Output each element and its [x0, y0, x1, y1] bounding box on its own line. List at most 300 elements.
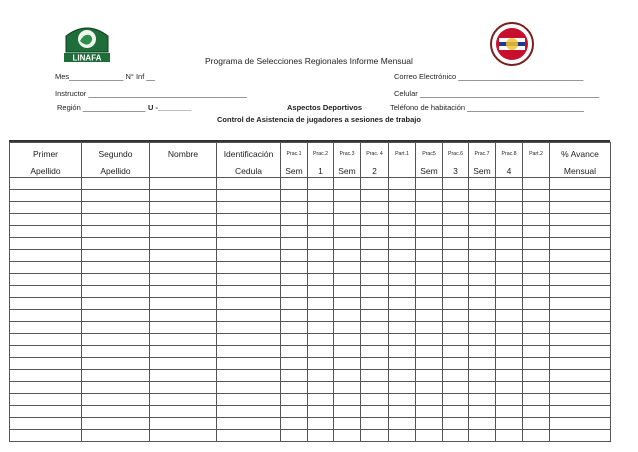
table-cell[interactable]	[496, 406, 523, 418]
table-cell[interactable]	[217, 262, 281, 274]
table-cell[interactable]	[334, 214, 361, 226]
table-cell[interactable]	[523, 190, 550, 202]
table-cell[interactable]	[308, 226, 334, 238]
table-cell[interactable]	[550, 322, 611, 334]
table-cell[interactable]	[443, 202, 469, 214]
table-cell[interactable]	[361, 370, 389, 382]
table-cell[interactable]	[361, 322, 389, 334]
table-cell[interactable]	[82, 286, 150, 298]
table-cell[interactable]	[416, 394, 443, 406]
table-cell[interactable]	[469, 178, 496, 190]
table-cell[interactable]	[217, 394, 281, 406]
table-cell[interactable]	[334, 190, 361, 202]
table-cell[interactable]	[150, 310, 217, 322]
table-cell[interactable]	[82, 274, 150, 286]
table-cell[interactable]	[361, 226, 389, 238]
table-cell[interactable]	[469, 226, 496, 238]
table-cell[interactable]	[416, 322, 443, 334]
table-cell[interactable]	[469, 334, 496, 346]
table-cell[interactable]	[443, 262, 469, 274]
table-cell[interactable]	[389, 250, 416, 262]
table-cell[interactable]	[281, 406, 308, 418]
table-cell[interactable]	[523, 310, 550, 322]
table-cell[interactable]	[10, 286, 82, 298]
table-cell[interactable]	[308, 202, 334, 214]
table-cell[interactable]	[308, 394, 334, 406]
table-cell[interactable]	[496, 370, 523, 382]
table-cell[interactable]	[496, 214, 523, 226]
table-cell[interactable]	[361, 406, 389, 418]
table-cell[interactable]	[217, 322, 281, 334]
table-cell[interactable]	[308, 286, 334, 298]
table-cell[interactable]	[82, 202, 150, 214]
table-cell[interactable]	[443, 418, 469, 430]
table-cell[interactable]	[10, 310, 82, 322]
table-cell[interactable]	[443, 190, 469, 202]
table-cell[interactable]	[10, 298, 82, 310]
table-cell[interactable]	[389, 226, 416, 238]
table-cell[interactable]	[523, 298, 550, 310]
table-cell[interactable]	[217, 202, 281, 214]
table-cell[interactable]	[82, 226, 150, 238]
table-cell[interactable]	[469, 382, 496, 394]
table-cell[interactable]	[82, 262, 150, 274]
table-cell[interactable]	[550, 190, 611, 202]
table-cell[interactable]	[334, 382, 361, 394]
table-cell[interactable]	[523, 346, 550, 358]
table-cell[interactable]	[150, 202, 217, 214]
table-cell[interactable]	[416, 178, 443, 190]
table-cell[interactable]	[10, 274, 82, 286]
table-cell[interactable]	[308, 346, 334, 358]
table-cell[interactable]	[469, 298, 496, 310]
table-cell[interactable]	[308, 322, 334, 334]
table-cell[interactable]	[217, 346, 281, 358]
table-cell[interactable]	[361, 382, 389, 394]
table-cell[interactable]	[496, 394, 523, 406]
table-cell[interactable]	[217, 190, 281, 202]
table-cell[interactable]	[389, 178, 416, 190]
table-cell[interactable]	[389, 286, 416, 298]
table-cell[interactable]	[389, 358, 416, 370]
table-cell[interactable]	[334, 358, 361, 370]
table-cell[interactable]	[361, 202, 389, 214]
table-cell[interactable]	[443, 406, 469, 418]
table-cell[interactable]	[361, 394, 389, 406]
table-cell[interactable]	[389, 334, 416, 346]
table-cell[interactable]	[150, 190, 217, 202]
table-cell[interactable]	[10, 178, 82, 190]
table-cell[interactable]	[496, 334, 523, 346]
table-cell[interactable]	[389, 238, 416, 250]
table-cell[interactable]	[469, 250, 496, 262]
table-cell[interactable]	[416, 382, 443, 394]
table-cell[interactable]	[550, 394, 611, 406]
table-cell[interactable]	[217, 250, 281, 262]
table-cell[interactable]	[308, 430, 334, 442]
table-cell[interactable]	[550, 262, 611, 274]
table-cell[interactable]	[82, 394, 150, 406]
table-cell[interactable]	[334, 394, 361, 406]
table-cell[interactable]	[281, 322, 308, 334]
table-cell[interactable]	[217, 238, 281, 250]
table-cell[interactable]	[361, 214, 389, 226]
table-cell[interactable]	[550, 274, 611, 286]
table-cell[interactable]	[523, 430, 550, 442]
table-cell[interactable]	[82, 418, 150, 430]
table-cell[interactable]	[334, 322, 361, 334]
table-cell[interactable]	[10, 418, 82, 430]
table-cell[interactable]	[10, 214, 82, 226]
table-cell[interactable]	[10, 202, 82, 214]
table-cell[interactable]	[416, 262, 443, 274]
table-cell[interactable]	[150, 394, 217, 406]
table-cell[interactable]	[550, 226, 611, 238]
table-cell[interactable]	[443, 394, 469, 406]
table-cell[interactable]	[361, 178, 389, 190]
table-cell[interactable]	[550, 178, 611, 190]
table-cell[interactable]	[496, 202, 523, 214]
table-cell[interactable]	[281, 418, 308, 430]
table-cell[interactable]	[523, 406, 550, 418]
table-cell[interactable]	[361, 346, 389, 358]
table-cell[interactable]	[308, 418, 334, 430]
table-cell[interactable]	[150, 334, 217, 346]
table-cell[interactable]	[443, 274, 469, 286]
table-cell[interactable]	[443, 430, 469, 442]
table-cell[interactable]	[389, 310, 416, 322]
table-cell[interactable]	[523, 250, 550, 262]
table-cell[interactable]	[334, 334, 361, 346]
table-cell[interactable]	[281, 394, 308, 406]
table-cell[interactable]	[361, 262, 389, 274]
table-cell[interactable]	[523, 334, 550, 346]
table-cell[interactable]	[469, 202, 496, 214]
table-cell[interactable]	[334, 406, 361, 418]
table-cell[interactable]	[416, 406, 443, 418]
table-cell[interactable]	[416, 226, 443, 238]
table-cell[interactable]	[82, 370, 150, 382]
table-cell[interactable]	[550, 310, 611, 322]
table-cell[interactable]	[416, 430, 443, 442]
table-cell[interactable]	[334, 238, 361, 250]
table-cell[interactable]	[217, 286, 281, 298]
table-cell[interactable]	[10, 394, 82, 406]
table-cell[interactable]	[150, 382, 217, 394]
table-cell[interactable]	[334, 418, 361, 430]
table-cell[interactable]	[523, 274, 550, 286]
table-cell[interactable]	[550, 382, 611, 394]
table-cell[interactable]	[334, 178, 361, 190]
table-cell[interactable]	[496, 382, 523, 394]
table-cell[interactable]	[469, 274, 496, 286]
table-cell[interactable]	[416, 202, 443, 214]
table-cell[interactable]	[308, 310, 334, 322]
table-cell[interactable]	[416, 298, 443, 310]
table-cell[interactable]	[496, 322, 523, 334]
table-cell[interactable]	[82, 190, 150, 202]
table-cell[interactable]	[217, 310, 281, 322]
table-cell[interactable]	[150, 370, 217, 382]
table-cell[interactable]	[496, 418, 523, 430]
table-cell[interactable]	[150, 322, 217, 334]
table-cell[interactable]	[150, 262, 217, 274]
table-cell[interactable]	[389, 202, 416, 214]
table-cell[interactable]	[334, 262, 361, 274]
table-cell[interactable]	[308, 190, 334, 202]
table-cell[interactable]	[523, 394, 550, 406]
table-cell[interactable]	[281, 238, 308, 250]
table-cell[interactable]	[469, 286, 496, 298]
table-cell[interactable]	[389, 370, 416, 382]
table-cell[interactable]	[217, 226, 281, 238]
table-cell[interactable]	[281, 250, 308, 262]
table-cell[interactable]	[10, 322, 82, 334]
table-cell[interactable]	[550, 346, 611, 358]
table-cell[interactable]	[82, 178, 150, 190]
table-cell[interactable]	[443, 238, 469, 250]
table-cell[interactable]	[334, 298, 361, 310]
table-cell[interactable]	[389, 394, 416, 406]
table-cell[interactable]	[443, 310, 469, 322]
table-cell[interactable]	[361, 286, 389, 298]
table-cell[interactable]	[550, 238, 611, 250]
table-cell[interactable]	[82, 358, 150, 370]
table-cell[interactable]	[82, 310, 150, 322]
table-cell[interactable]	[217, 418, 281, 430]
table-cell[interactable]	[217, 298, 281, 310]
table-cell[interactable]	[281, 370, 308, 382]
table-cell[interactable]	[334, 346, 361, 358]
table-cell[interactable]	[523, 358, 550, 370]
table-cell[interactable]	[416, 190, 443, 202]
table-cell[interactable]	[550, 358, 611, 370]
table-cell[interactable]	[281, 358, 308, 370]
table-cell[interactable]	[523, 322, 550, 334]
table-cell[interactable]	[82, 346, 150, 358]
table-cell[interactable]	[10, 226, 82, 238]
table-cell[interactable]	[334, 226, 361, 238]
table-cell[interactable]	[150, 358, 217, 370]
table-cell[interactable]	[443, 214, 469, 226]
table-cell[interactable]	[150, 298, 217, 310]
table-cell[interactable]	[361, 310, 389, 322]
table-cell[interactable]	[523, 286, 550, 298]
table-cell[interactable]	[308, 274, 334, 286]
table-cell[interactable]	[496, 226, 523, 238]
table-cell[interactable]	[217, 406, 281, 418]
table-cell[interactable]	[443, 286, 469, 298]
table-cell[interactable]	[416, 310, 443, 322]
table-cell[interactable]	[389, 346, 416, 358]
table-cell[interactable]	[361, 418, 389, 430]
table-cell[interactable]	[496, 178, 523, 190]
table-cell[interactable]	[334, 286, 361, 298]
table-cell[interactable]	[82, 430, 150, 442]
table-cell[interactable]	[217, 178, 281, 190]
table-cell[interactable]	[416, 250, 443, 262]
table-cell[interactable]	[469, 394, 496, 406]
table-cell[interactable]	[416, 286, 443, 298]
table-cell[interactable]	[150, 286, 217, 298]
table-cell[interactable]	[523, 178, 550, 190]
table-cell[interactable]	[550, 418, 611, 430]
table-cell[interactable]	[10, 358, 82, 370]
table-cell[interactable]	[469, 406, 496, 418]
table-cell[interactable]	[550, 214, 611, 226]
table-cell[interactable]	[443, 334, 469, 346]
table-cell[interactable]	[469, 190, 496, 202]
table-cell[interactable]	[469, 214, 496, 226]
table-cell[interactable]	[281, 298, 308, 310]
table-cell[interactable]	[10, 346, 82, 358]
table-cell[interactable]	[469, 262, 496, 274]
table-cell[interactable]	[496, 262, 523, 274]
table-cell[interactable]	[469, 370, 496, 382]
table-cell[interactable]	[10, 430, 82, 442]
table-cell[interactable]	[150, 178, 217, 190]
table-cell[interactable]	[469, 418, 496, 430]
table-cell[interactable]	[389, 430, 416, 442]
table-cell[interactable]	[150, 250, 217, 262]
table-cell[interactable]	[496, 274, 523, 286]
table-cell[interactable]	[82, 382, 150, 394]
table-cell[interactable]	[334, 274, 361, 286]
table-cell[interactable]	[389, 274, 416, 286]
table-cell[interactable]	[550, 406, 611, 418]
table-cell[interactable]	[281, 382, 308, 394]
table-cell[interactable]	[150, 214, 217, 226]
table-cell[interactable]	[389, 298, 416, 310]
table-cell[interactable]	[308, 334, 334, 346]
table-cell[interactable]	[334, 250, 361, 262]
table-cell[interactable]	[361, 358, 389, 370]
table-cell[interactable]	[150, 430, 217, 442]
table-cell[interactable]	[469, 358, 496, 370]
table-cell[interactable]	[443, 346, 469, 358]
table-cell[interactable]	[389, 262, 416, 274]
table-cell[interactable]	[308, 298, 334, 310]
table-cell[interactable]	[217, 334, 281, 346]
table-cell[interactable]	[361, 334, 389, 346]
table-cell[interactable]	[281, 310, 308, 322]
table-cell[interactable]	[308, 238, 334, 250]
table-cell[interactable]	[389, 406, 416, 418]
table-cell[interactable]	[150, 346, 217, 358]
table-cell[interactable]	[550, 202, 611, 214]
table-cell[interactable]	[10, 262, 82, 274]
table-cell[interactable]	[416, 238, 443, 250]
table-cell[interactable]	[469, 430, 496, 442]
table-cell[interactable]	[361, 190, 389, 202]
table-cell[interactable]	[308, 250, 334, 262]
table-cell[interactable]	[443, 358, 469, 370]
table-cell[interactable]	[443, 298, 469, 310]
table-cell[interactable]	[416, 418, 443, 430]
table-cell[interactable]	[82, 406, 150, 418]
table-cell[interactable]	[10, 370, 82, 382]
table-cell[interactable]	[10, 250, 82, 262]
table-cell[interactable]	[523, 382, 550, 394]
table-cell[interactable]	[361, 430, 389, 442]
table-cell[interactable]	[389, 322, 416, 334]
table-cell[interactable]	[361, 274, 389, 286]
table-cell[interactable]	[281, 262, 308, 274]
table-cell[interactable]	[281, 274, 308, 286]
table-cell[interactable]	[308, 214, 334, 226]
table-cell[interactable]	[281, 178, 308, 190]
table-cell[interactable]	[496, 238, 523, 250]
table-cell[interactable]	[82, 250, 150, 262]
table-cell[interactable]	[550, 334, 611, 346]
table-cell[interactable]	[82, 298, 150, 310]
table-cell[interactable]	[308, 406, 334, 418]
table-cell[interactable]	[523, 418, 550, 430]
table-cell[interactable]	[10, 382, 82, 394]
table-cell[interactable]	[281, 286, 308, 298]
table-cell[interactable]	[550, 286, 611, 298]
table-cell[interactable]	[281, 334, 308, 346]
table-cell[interactable]	[469, 322, 496, 334]
table-cell[interactable]	[523, 214, 550, 226]
table-cell[interactable]	[308, 370, 334, 382]
table-cell[interactable]	[496, 430, 523, 442]
table-cell[interactable]	[416, 346, 443, 358]
table-cell[interactable]	[523, 238, 550, 250]
table-cell[interactable]	[416, 370, 443, 382]
table-cell[interactable]	[281, 190, 308, 202]
table-cell[interactable]	[281, 202, 308, 214]
table-cell[interactable]	[416, 214, 443, 226]
table-cell[interactable]	[389, 214, 416, 226]
table-cell[interactable]	[150, 418, 217, 430]
table-cell[interactable]	[389, 190, 416, 202]
table-cell[interactable]	[281, 430, 308, 442]
table-cell[interactable]	[361, 238, 389, 250]
table-cell[interactable]	[150, 274, 217, 286]
table-cell[interactable]	[523, 226, 550, 238]
table-cell[interactable]	[469, 310, 496, 322]
table-cell[interactable]	[308, 178, 334, 190]
table-cell[interactable]	[550, 250, 611, 262]
table-cell[interactable]	[443, 370, 469, 382]
table-cell[interactable]	[10, 406, 82, 418]
table-cell[interactable]	[496, 190, 523, 202]
table-cell[interactable]	[443, 382, 469, 394]
table-cell[interactable]	[416, 334, 443, 346]
table-cell[interactable]	[550, 430, 611, 442]
table-cell[interactable]	[469, 238, 496, 250]
table-cell[interactable]	[217, 358, 281, 370]
table-cell[interactable]	[389, 382, 416, 394]
table-cell[interactable]	[308, 358, 334, 370]
table-cell[interactable]	[10, 334, 82, 346]
table-cell[interactable]	[217, 430, 281, 442]
table-cell[interactable]	[334, 430, 361, 442]
table-cell[interactable]	[217, 382, 281, 394]
table-cell[interactable]	[334, 370, 361, 382]
table-cell[interactable]	[217, 214, 281, 226]
table-cell[interactable]	[281, 226, 308, 238]
table-cell[interactable]	[82, 334, 150, 346]
table-cell[interactable]	[523, 370, 550, 382]
table-cell[interactable]	[82, 238, 150, 250]
table-cell[interactable]	[443, 322, 469, 334]
table-cell[interactable]	[443, 178, 469, 190]
table-cell[interactable]	[217, 274, 281, 286]
table-cell[interactable]	[308, 262, 334, 274]
table-cell[interactable]	[334, 310, 361, 322]
